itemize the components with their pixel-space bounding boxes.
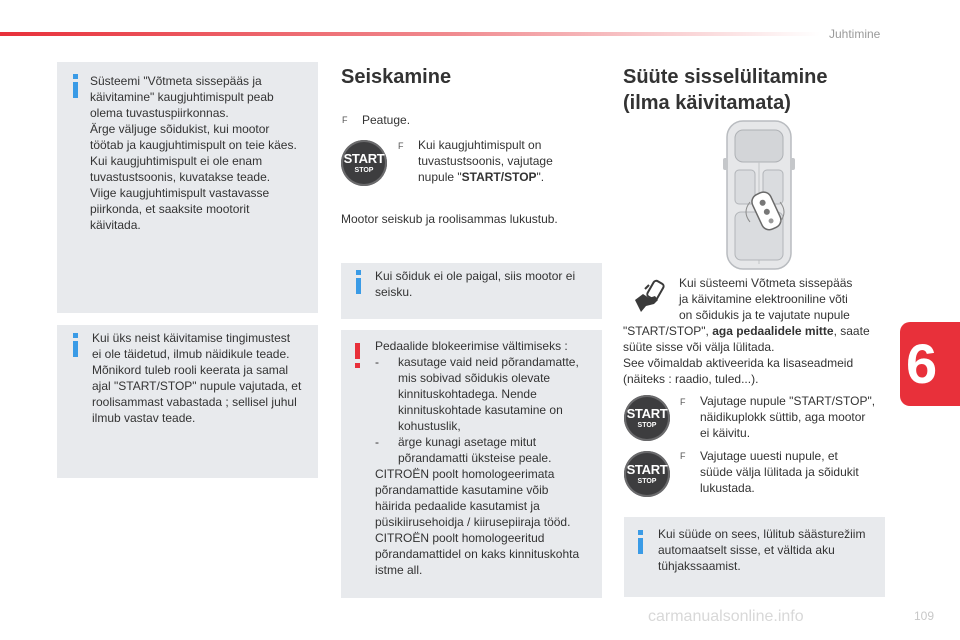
bullet-icon: F <box>398 141 404 151</box>
warning-text-floor-mats: Pedaalide blokeerimise vältimiseks : - kasutage vaid neid põrandamatte, mis sobivad sõidukis olevate kinnituskohtadega. Nende kinnituskohtade kasutamine on kohustuslik, - ärge kunagi asetage mitut põrandamatti üksteise peale. CITROËN poolt homologeerimata põrandamattide kasutamine võib häirida pedaalide kasutamist ja püsikiirusehoidja / kiirusepiiraja tööd. CITROËN poolt homologeeritud põrandamattidel on kaks kinnituskohta istme all. <box>375 339 580 577</box>
car-key-location-illustration <box>722 118 796 272</box>
start-stop-button-icon: START STOP <box>624 395 670 441</box>
section-name: Juhtimine <box>829 27 881 41</box>
info-icon <box>638 538 643 554</box>
start-stop-button-icon: START STOP <box>624 451 670 497</box>
intro-text-continued: "START/STOP", aga pedaalidele mitte, saate süüte sisse või välja lülitada. See võimaldab aktiveerida ka lisaseadmeid (näiteks : raadio, tuled...). <box>623 324 870 386</box>
watermark: carmanualsonline.info <box>648 608 804 625</box>
step-ignition-off: Vajutage uuesti nupule, et süüde välja lülitada ja sõidukit lukustada. <box>700 449 859 495</box>
intro-text: Kui süsteemi Võtmeta sissepääs ja käivitamine elektrooniline võti on sõidukis ja te vajutate nupule <box>679 276 853 322</box>
start-stop-button-icon: START STOP <box>341 140 387 186</box>
page-number: 109 <box>914 609 935 623</box>
info-text-economy-mode: Kui süüde on sees, lülitub säästurežiim automaatselt sisse, et vältida aku tühjakssaamist. <box>658 527 866 573</box>
bullet-icon: F <box>680 397 686 407</box>
info-text-start-conditions: Kui üks neist käivitamise tingimustest ei ole täidetud, ilmub näidikule teade. Mõnikord tuleb rooli keerata ja samal ajal "START/STOP" nupule vajutada, et roolisammast vabastada ; sellisel juhul ilmub vastav teade. <box>92 331 302 425</box>
info-icon <box>356 278 361 294</box>
bullet-icon: F <box>342 115 348 125</box>
info-icon <box>73 82 78 98</box>
chapter-tab <box>900 322 960 406</box>
step-ignition-on: Vajutage nupule "START/STOP", näidikuplokk süttib, aga mootor ei käivitu. <box>700 394 876 440</box>
info-icon <box>73 341 78 357</box>
warning-icon <box>355 343 360 359</box>
info-text-moving-vehicle: Kui sõiduk ei ole paigal, siis mootor ei seisku. <box>375 269 576 299</box>
heading-stopping: Seiskamine <box>341 66 452 88</box>
chapter-number: 6 <box>906 332 938 395</box>
step-stop-vehicle: Peatuge. <box>362 113 411 127</box>
bullet-icon: F <box>680 451 686 461</box>
header-accent-bar <box>0 32 820 36</box>
result-text: Mootor seiskub ja roolisammas lukustub. <box>341 212 558 226</box>
info-text-key-detection: Süsteemi "Võtmeta sissepääs ja käivitamine" kaugjuhtimispult peab olema tuvastuspiirkonnas. Ärge väljuge sõidukist, kui mootor töötab ja kaugjuhtimispult on teie käes. Kui kaugjuhtimispult ei ole enam tuvastustsoonis, kuvatakse teade. Viige kaugjuhtimispult vastavasse piirkonda, et saaksite mootorit käivitada. <box>90 74 297 232</box>
step-press-start-stop: Kui kaugjuhtimispult on tuvastustsoonis, vajutage nupule "START/STOP". <box>418 138 553 184</box>
heading-ignition-on: Süüte sisselülitamine (ilma käivitamata) <box>623 66 828 114</box>
hand-key-icon <box>632 278 668 314</box>
